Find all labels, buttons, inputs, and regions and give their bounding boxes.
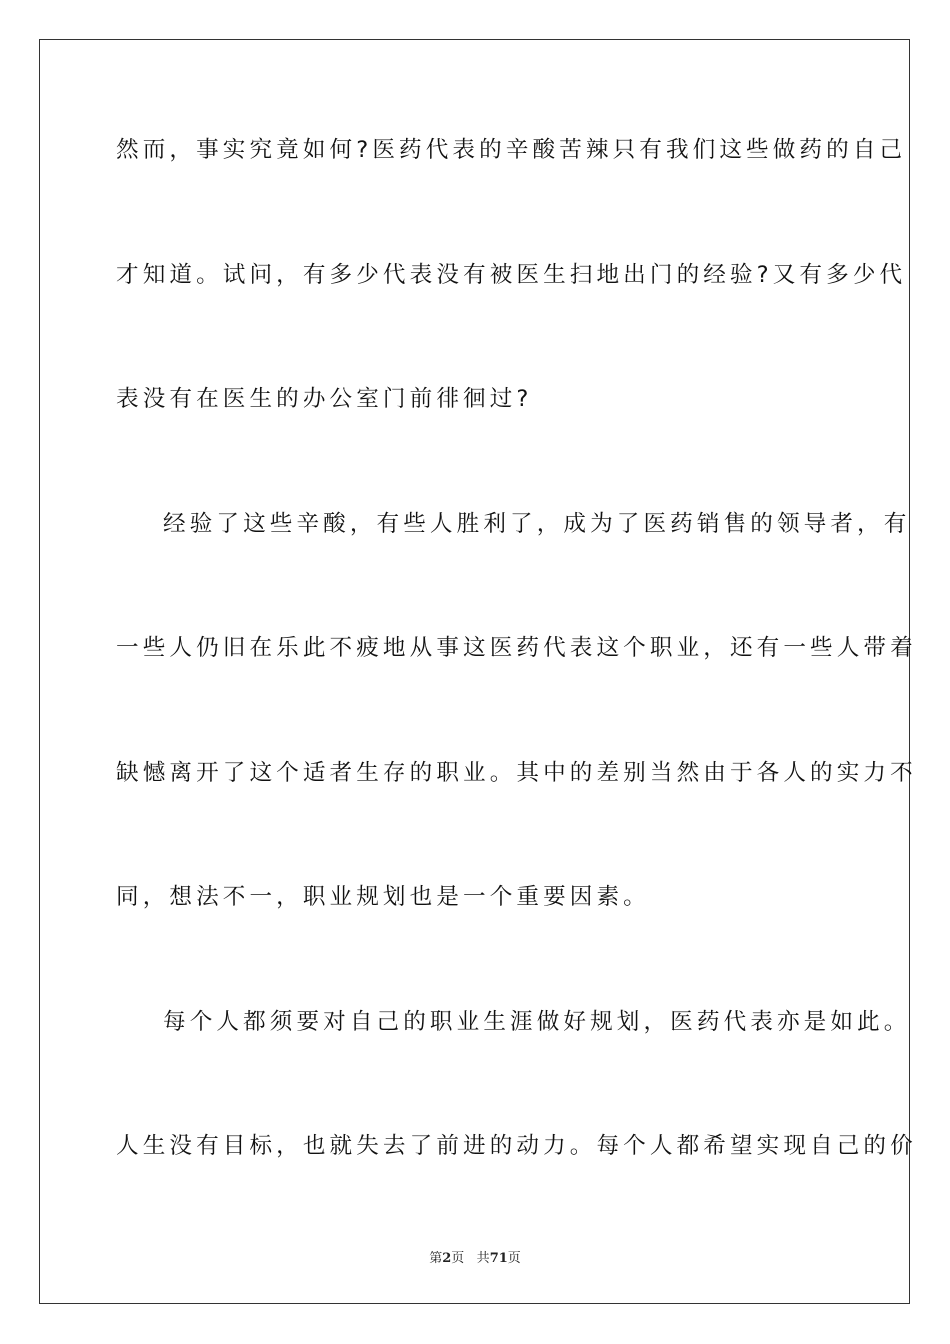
text-line-6: 缺憾离开了这个适者生存的职业。其中的差别当然由于各人的实力不 xyxy=(116,760,917,786)
text-line-4: 经验了这些辛酸，有些人胜利了，成为了医药销售的领导者，有 xyxy=(163,511,911,537)
page-border xyxy=(39,39,917,1304)
page-suffix: 页 xyxy=(451,1251,465,1266)
total-pages: 71 xyxy=(489,1251,508,1266)
text-line-8: 每个人都须要对自己的职业生涯做好规划，医药代表亦是如此。 xyxy=(163,1009,911,1035)
text-line-3: 表没有在医生的办公室门前徘徊过? xyxy=(116,386,533,412)
text-line-1: 然而，事实究竟如何?医药代表的辛酸苦辣只有我们这些做药的自己 xyxy=(116,137,907,163)
text-line-2: 才知道。试问，有多少代表没有被医生扫地出门的经验?又有多少代 xyxy=(116,262,907,288)
page-number: 2 xyxy=(442,1251,452,1266)
page-footer xyxy=(0,1247,950,1266)
text-line-9: 人生没有目标，也就失去了前进的动力。每个人都希望实现自己的价 xyxy=(116,1133,917,1159)
total-suffix: 页 xyxy=(507,1251,521,1266)
page-prefix: 第 xyxy=(429,1251,443,1266)
text-line-7: 同，想法不一，职业规划也是一个重要因素。 xyxy=(116,884,650,910)
text-line-5: 一些人仍旧在乐此不疲地从事这医药代表这个职业，还有一些人带着 xyxy=(116,635,917,661)
total-prefix: 共 xyxy=(476,1251,490,1266)
